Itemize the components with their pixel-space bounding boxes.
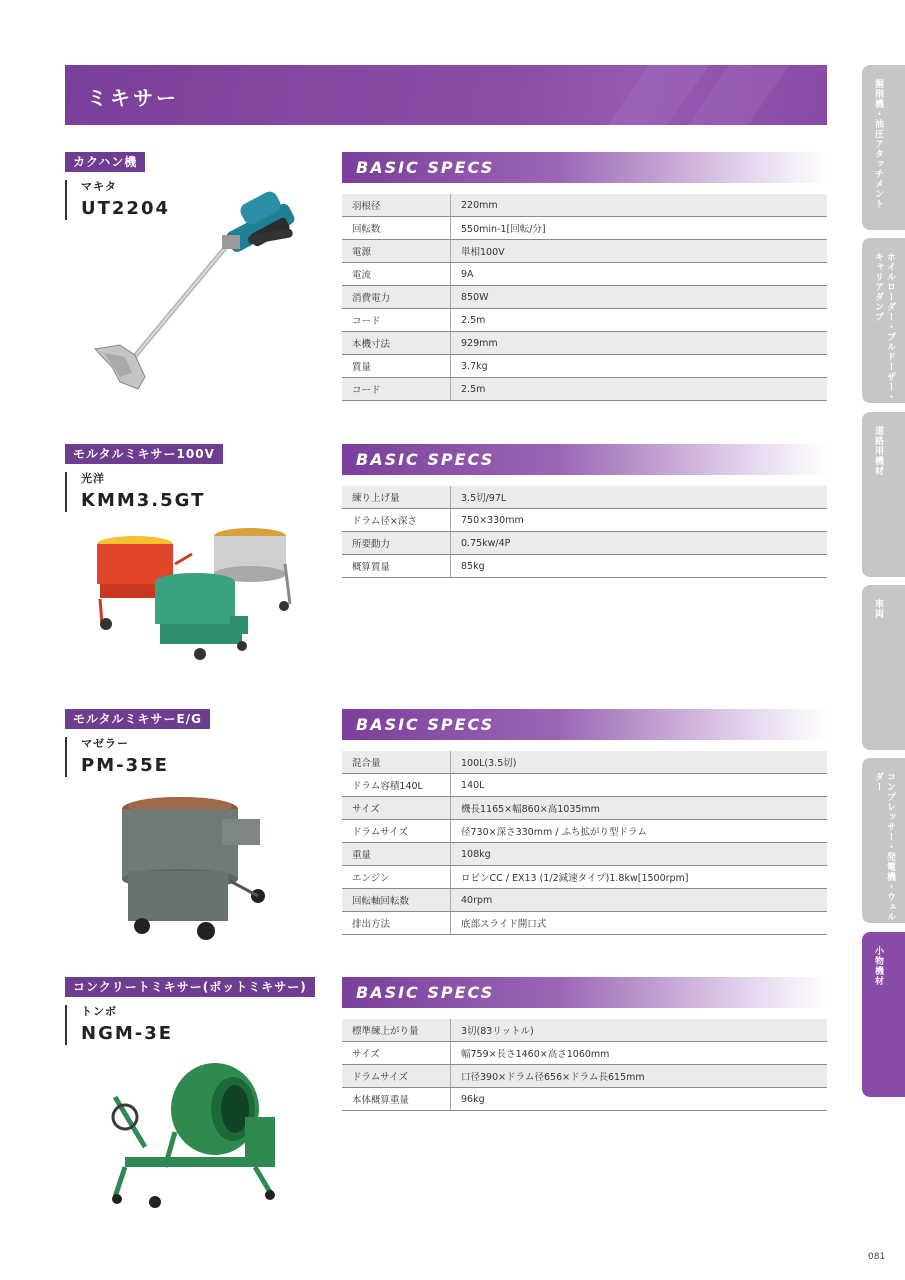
side-tab-excavator[interactable]: [862, 65, 905, 230]
spec-key: 重量: [342, 843, 451, 866]
spec-key: 回転数: [342, 217, 451, 240]
spec-value: 108kg: [451, 843, 828, 866]
side-tab-road-equipment[interactable]: [862, 412, 905, 577]
side-tab-compressor[interactable]: [862, 758, 905, 923]
table-row: [342, 194, 827, 217]
spec-key: ドラムサイズ: [342, 820, 451, 843]
spec-table: [342, 751, 827, 935]
spec-value: 径730×深さ330mm / ふち拡がり型ドラム: [451, 820, 828, 843]
specs-header: [342, 152, 827, 183]
side-tab-small-equipment[interactable]: [862, 932, 905, 1097]
table-row: [342, 866, 827, 889]
engine-mixer-image: [110, 791, 270, 951]
table-row: [342, 486, 827, 509]
spec-key: 消費電力: [342, 286, 451, 309]
table-row: [342, 912, 827, 935]
table-row: [342, 286, 827, 309]
table-row: [342, 532, 827, 555]
spec-value: 750×330mm: [451, 509, 828, 532]
spec-value: 3切(83リットル): [451, 1019, 828, 1042]
maker-name: トンボ: [81, 1005, 117, 1018]
table-row: [342, 1019, 827, 1042]
spec-value: 3.7kg: [451, 355, 828, 378]
table-row: [342, 843, 827, 866]
brand-block: [65, 1005, 173, 1045]
spec-key: 本機寸法: [342, 332, 451, 355]
spec-value: 100L(3.5切): [451, 751, 828, 774]
side-tab-label: コンプレッサー・発電機・ウェルダー: [873, 772, 895, 922]
spec-key: ドラムサイズ: [342, 1065, 451, 1088]
table-row: [342, 332, 827, 355]
spec-value: 929mm: [451, 332, 828, 355]
spec-key: 所要動力: [342, 532, 451, 555]
category-label: モルタルミキサーE/G: [65, 709, 210, 729]
spec-key: サイズ: [342, 797, 451, 820]
table-row: [342, 263, 827, 286]
spec-value: 850W: [451, 286, 828, 309]
spec-value: 2.5m: [451, 309, 828, 332]
specs-header: [342, 444, 827, 475]
table-row: [342, 378, 827, 401]
spec-key: 回転軸回転数: [342, 889, 451, 912]
table-row: [342, 555, 827, 578]
concrete-mixer-image: [105, 1057, 285, 1217]
spec-value: 2.5m: [451, 378, 828, 401]
spec-key: サイズ: [342, 1042, 451, 1065]
table-row: [342, 1065, 827, 1088]
spec-value: 3.5切/97L: [451, 486, 828, 509]
spec-value: 9A: [451, 263, 828, 286]
spec-key: 質量: [342, 355, 451, 378]
spec-table: [342, 194, 827, 401]
spec-key: 羽根径: [342, 194, 451, 217]
side-tab-label: ホイルローダー・ブルドーザー・キャリアダンプ: [873, 252, 895, 402]
side-tab-label: 車両: [873, 599, 883, 619]
table-row: [342, 240, 827, 263]
spec-table: [342, 1019, 827, 1111]
side-tab-label: 掘削機・油圧アタッチメント: [873, 79, 883, 209]
spec-value: 底部スライド開口式: [451, 912, 828, 935]
table-row: [342, 889, 827, 912]
page-number: 081: [868, 1252, 886, 1262]
spec-key: 混合量: [342, 751, 451, 774]
table-row: [342, 309, 827, 332]
spec-value: 550min-1[回転/分]: [451, 217, 828, 240]
spec-key: コード: [342, 309, 451, 332]
spec-key: 排出方法: [342, 912, 451, 935]
spec-key: ドラム径×深さ: [342, 509, 451, 532]
mortar-mixer-image: [90, 524, 305, 664]
spec-value: 単相100V: [451, 240, 828, 263]
category-label: コンクリートミキサー(ポットミキサー): [65, 977, 315, 997]
side-tab-vehicle[interactable]: [862, 585, 905, 750]
model-name: UT2204: [81, 198, 170, 219]
spec-value: 0.75kw/4P: [451, 532, 828, 555]
table-row: [342, 774, 827, 797]
spec-value: 96kg: [451, 1088, 828, 1111]
specs-header: [342, 709, 827, 740]
spec-key: 電流: [342, 263, 451, 286]
table-row: [342, 820, 827, 843]
maker-name: マキタ: [81, 180, 117, 193]
spec-value: 口径390×ドラム径656×ドラム長615mm: [451, 1065, 828, 1088]
side-tab-wheel-loader[interactable]: [862, 238, 905, 403]
page-header: [65, 65, 827, 125]
brand-block: [65, 737, 169, 777]
specs-title: BASIC SPECS: [356, 158, 495, 177]
spec-key: 本体概算重量: [342, 1088, 451, 1111]
specs-header: [342, 977, 827, 1008]
specs-title: BASIC SPECS: [356, 715, 495, 734]
model-name: PM-35E: [81, 755, 169, 776]
table-row: [342, 355, 827, 378]
specs-title: BASIC SPECS: [356, 983, 495, 1002]
spec-value: 40rpm: [451, 889, 828, 912]
mixer-drill-image: [90, 177, 300, 397]
table-row: [342, 509, 827, 532]
spec-value: ロビンCC / EX13 (1/2減速タイプ)1.8kw[1500rpm]: [451, 866, 828, 889]
table-row: [342, 217, 827, 240]
spec-key: 概算質量: [342, 555, 451, 578]
spec-key: エンジン: [342, 866, 451, 889]
category-label: モルタルミキサー100V: [65, 444, 223, 464]
brand-block: [65, 472, 205, 512]
spec-key: ドラム容積140L: [342, 774, 451, 797]
spec-value: 機長1165×幅860×高1035mm: [451, 797, 828, 820]
table-row: [342, 797, 827, 820]
spec-table: [342, 486, 827, 578]
specs-title: BASIC SPECS: [356, 450, 495, 469]
spec-key: 練り上げ量: [342, 486, 451, 509]
table-row: [342, 1088, 827, 1111]
side-tab-label: 道路用機材: [873, 426, 883, 476]
spec-value: 140L: [451, 774, 828, 797]
model-name: NGM-3E: [81, 1023, 174, 1044]
spec-value: 220mm: [451, 194, 828, 217]
model-name: KMM3.5GT: [81, 490, 206, 511]
spec-key: 標準練上がり量: [342, 1019, 451, 1042]
maker-name: 光洋: [81, 472, 105, 485]
spec-value: 85kg: [451, 555, 828, 578]
side-tab-label: 小物機材: [873, 946, 883, 986]
page-title: ミキサー: [87, 86, 179, 110]
table-row: [342, 1042, 827, 1065]
spec-key: コード: [342, 378, 451, 401]
maker-name: マゼラー: [81, 737, 129, 750]
category-label: カクハン機: [65, 152, 145, 172]
table-row: [342, 751, 827, 774]
spec-value: 幅759×長さ1460×高さ1060mm: [451, 1042, 828, 1065]
spec-key: 電源: [342, 240, 451, 263]
